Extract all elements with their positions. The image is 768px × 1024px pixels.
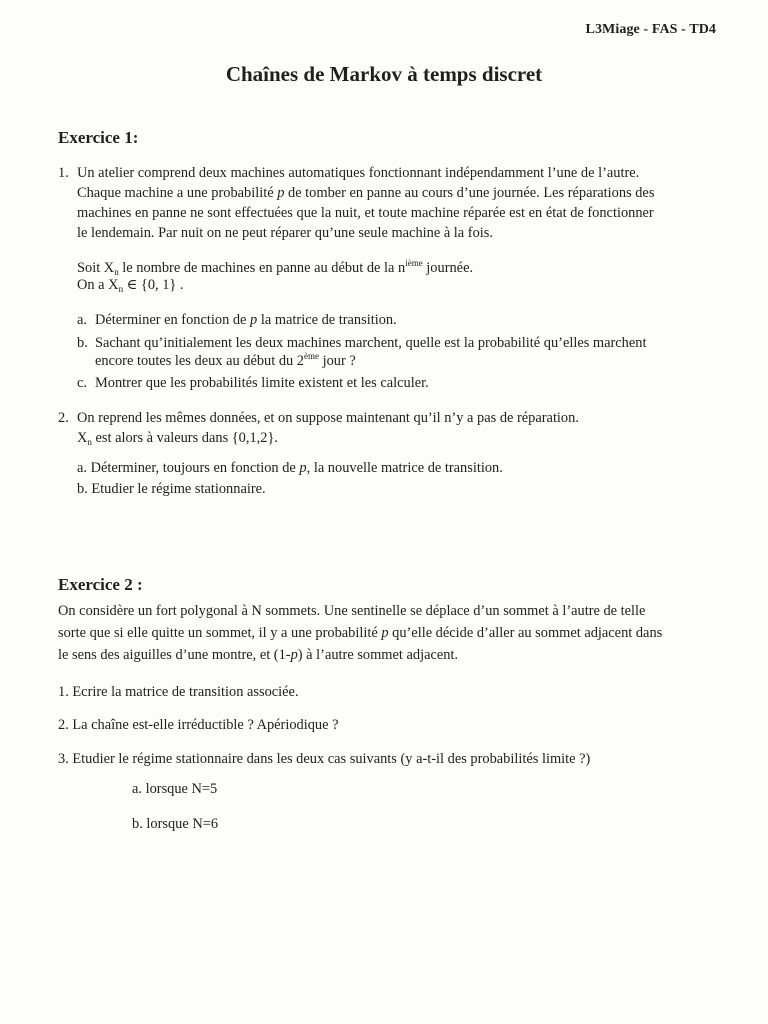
- ex1-q1b-text-line2: encore toutes les deux au début du 2ème jour ?: [95, 351, 356, 369]
- ex1-q2-line2: $X_n$ est alors à valeurs dans {0,1,2}.: [77, 430, 278, 447]
- ex1-q1c-text: Montrer que les probabilités limite existent et les calculer.: [95, 375, 429, 391]
- exercise1-heading: Exercice 1:: [58, 128, 139, 147]
- ex1-q1-line3: machines en panne ne sont effectuées que la nuit, et toute machine réparée est en état de fonctionner: [77, 205, 654, 221]
- ex2-case-b: b. lorsque N=6: [132, 816, 219, 832]
- ex2-case-a: a. lorsque N=5: [132, 781, 218, 797]
- ex2-question1: 1. Ecrire la matrice de transition associée.: [58, 684, 299, 700]
- ex1-soit-line: Soit $X_n$ le nombre de machines en panne au début de la $n^{ième}$ journée.: [77, 258, 474, 277]
- page-title: Chaînes de Markov à temps discret: [225, 62, 543, 86]
- ex2-intro-line3: le sens des aiguilles d’une montre, et (1-p) à l’autre sommet adjacent.: [58, 647, 459, 663]
- ex1-q2-number: 2.: [58, 410, 69, 426]
- ex1-q1-line1: Un atelier comprend deux machines automatiques fonctionnant indépendamment l’une de l’autre.: [77, 165, 640, 181]
- ex1-q1c-label: c.: [77, 375, 87, 391]
- ex1-q1-line4: le lendemain. Par nuit on ne peut réparer qu’une seule machine à la fois.: [77, 225, 493, 241]
- ex1-q1-number: 1.: [58, 165, 69, 181]
- ex1-q1b-text-line1: Sachant qu’initialement les deux machines marchent, quelle est la probabilité qu’elles marchent: [95, 335, 647, 351]
- ex1-q2b-text: b. Etudier le régime stationnaire.: [77, 481, 266, 497]
- ex1-q1a-text: Déterminer en fonction de p la matrice de transition.: [95, 312, 397, 328]
- ex1-ona-line: On a $X_n$ ∈ {0, 1} .: [77, 277, 184, 294]
- ex2-question3: 3. Etudier le régime stationnaire dans les deux cas suivants (y a-t-il des probabilités limite ?): [58, 751, 591, 767]
- ex2-question2: 2. La chaîne est-elle irréductible ? Apériodique ?: [58, 717, 339, 733]
- ex1-q2a-text: a. Déterminer, toujours en fonction de p, la nouvelle matrice de transition.: [77, 460, 503, 476]
- ex1-q2-line1: On reprend les mêmes données, et on suppose maintenant qu’il n’y a pas de réparation.: [77, 410, 579, 426]
- ex1-q1a-label: a.: [77, 312, 87, 328]
- ex1-q1b-label: b.: [77, 335, 88, 351]
- course-tag: L3Miage - FAS - TD4: [585, 22, 716, 37]
- ex1-q1-line2: Chaque machine a une probabilité p de tomber en panne au cours d’une journée. Les réparations des: [77, 185, 655, 201]
- ex2-intro-line1: On considère un fort polygonal à N sommets. Une sentinelle se déplace d’un sommet à l’autre de telle: [58, 603, 646, 619]
- ex2-intro-line2: sorte que si elle quitte un sommet, il y a une probabilité p qu’elle décide d’aller au sommet adjacent dans: [58, 625, 663, 641]
- exercise2-heading: Exercice 2 :: [58, 575, 143, 594]
